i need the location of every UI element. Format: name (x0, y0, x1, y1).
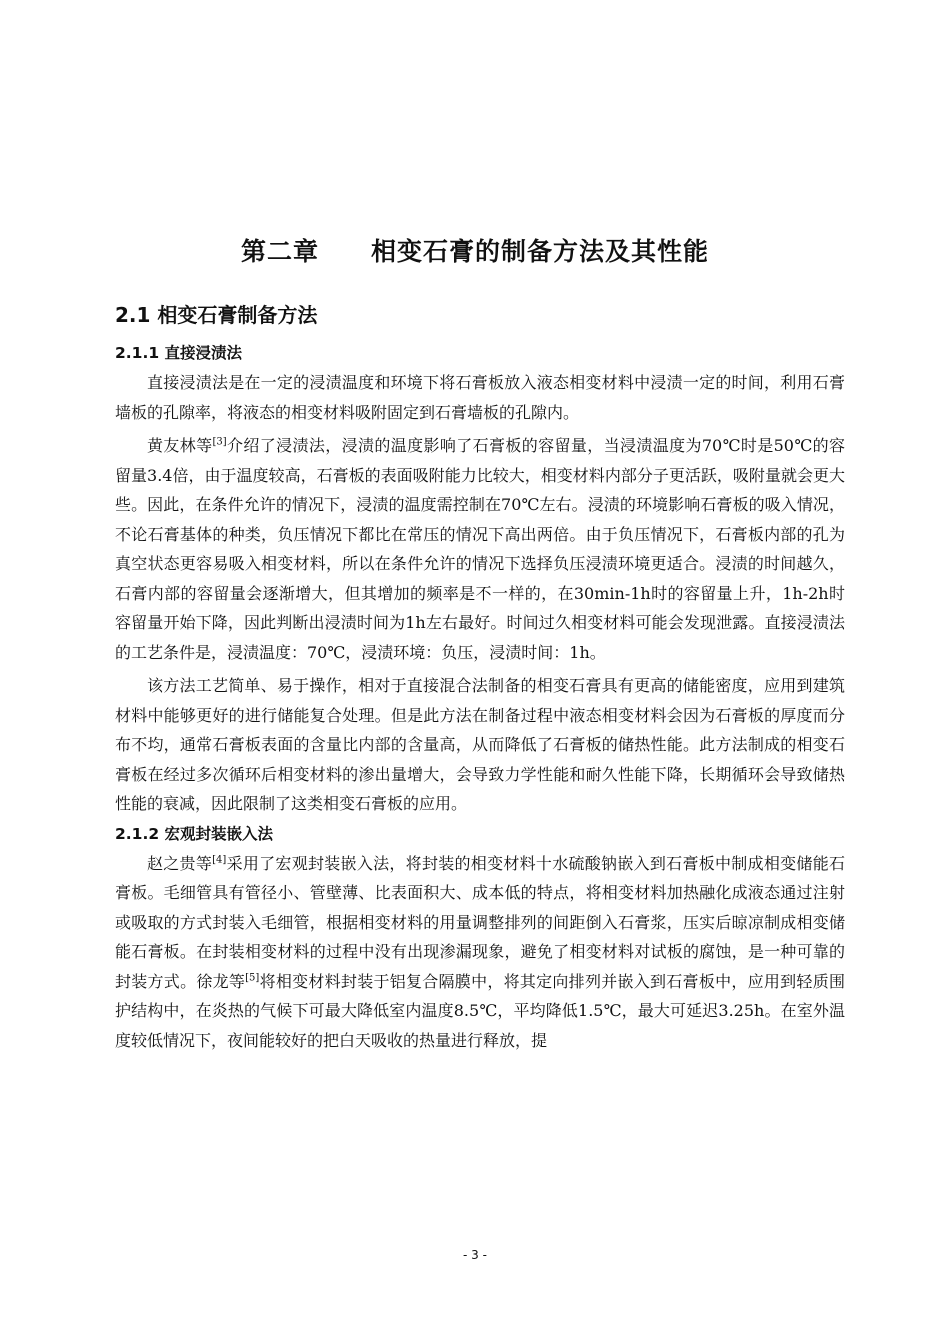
paragraph: 直接浸渍法是在一定的浸渍温度和环境下将石膏板放入液态相变材料中浸渍一定的时间，利用石膏墙板的孔隙率，将液态的相变材料吸附固定到石膏墙板的孔隙内。 (115, 373, 845, 422)
citation-ref: [4] (212, 854, 227, 866)
paragraph-text: 采用了宏观封装嵌入法，将封装的相变材料十水硫酸钠嵌入到石膏板中制成相变储能石膏板。毛细管具有管径小、管壁薄、比表面积大、成本低的特点，将相变材料加热融化成液态通过注射或吸取的方式封装入毛细管，根据相变材料的用量调整排列的间距倒入石膏浆，压实后晾凉制成相变储能石膏板。在封装相变材料的过程中没有出现渗漏现象，避免了相变材料对试板的腐蚀，是一种可靠的封装方式。 (115, 853, 845, 991)
citation-ref: [5] (245, 972, 260, 984)
paragraph-text: 介绍了浸渍法，浸渍的温度影响了石膏板的容留量，当浸渍温度为70℃时是50℃的容留量3.4倍，由于温度较高，石膏板的表面吸附能力比较大，相变材料内部分子更活跃，吸附量就会更大些。因此，在条件允许的情况下，浸渍的温度需控制在70℃左右。浸渍的环境影响石膏板的吸入情况，不论石膏基体的种类，负压情况下都比在常压的情况下高出两倍。由于负压情况下，石膏板内部的孔为真空状态更容易吸入相变材料，所以在条件允许的情况下选择负压浸渍环境更适合。浸渍的时间越久，石膏内部的容留量会逐渐增大，但其增加的频率是不一样的，在30min-1h时的容留量上升，1h-2h时容留量开始下降，因此判断出浸渍时间为1h左右最好。时间过久相变材料可能会发现泄露。直接浸渍法的工艺条件是，浸渍温度：70℃，浸渍环境：负压，浸渍时间：1h。 (115, 436, 845, 662)
citation-ref: [3] (212, 436, 227, 448)
paragraph (115, 431, 845, 667)
section-title: 2.1 相变石膏制备方法 (115, 303, 318, 327)
paragraph-text: 徐龙等 (196, 971, 246, 991)
chapter-title: 第二章 相变石膏的制备方法及其性能 (240, 237, 709, 266)
paragraph (115, 849, 845, 1056)
paragraph-text: 黄友林等 (147, 436, 213, 455)
paragraph: 该方法工艺简单、易于操作，相对于直接混合法制备的相变石膏具有更高的储能密度，应用到建筑材料中能够更好的进行储能复合处理。但是此方法在制备过程中液态相变材料会因为石膏板的厚度而分布不均，通常石膏板表面的含量比内部的含量高，从而降低了石膏板的储热性能。此方法制成的相变石膏板在经过多次循环后相变材料的渗出量增大，会导致力学性能和耐久性能下降，长期循环会导致储热性能的衰减，因此限制了这类相变石膏板的应用。 (115, 676, 845, 813)
paragraph-text: 赵之贵等 (147, 853, 213, 873)
subsection-title-direct-impregnation: 2.1.1 直接浸渍法 (115, 344, 243, 362)
body-text (115, 338, 845, 1055)
paragraph-text: 将相变材料封装于铝复合隔膜中，将其定向排列并嵌入到石膏板中，应用到轻质围护结构中，在炎热的气候下可最大降低室内温度8.5℃，平均降低1.5℃，最大可延迟3.25h。在室外温度较低情况下，夜间能较好的把白天吸收的热量进行释放，提 (115, 971, 845, 1050)
page-number: - 3 - (463, 1248, 487, 1262)
subsection-title-macro-encapsulation: 2.1.2 宏观封装嵌入法 (115, 824, 274, 843)
